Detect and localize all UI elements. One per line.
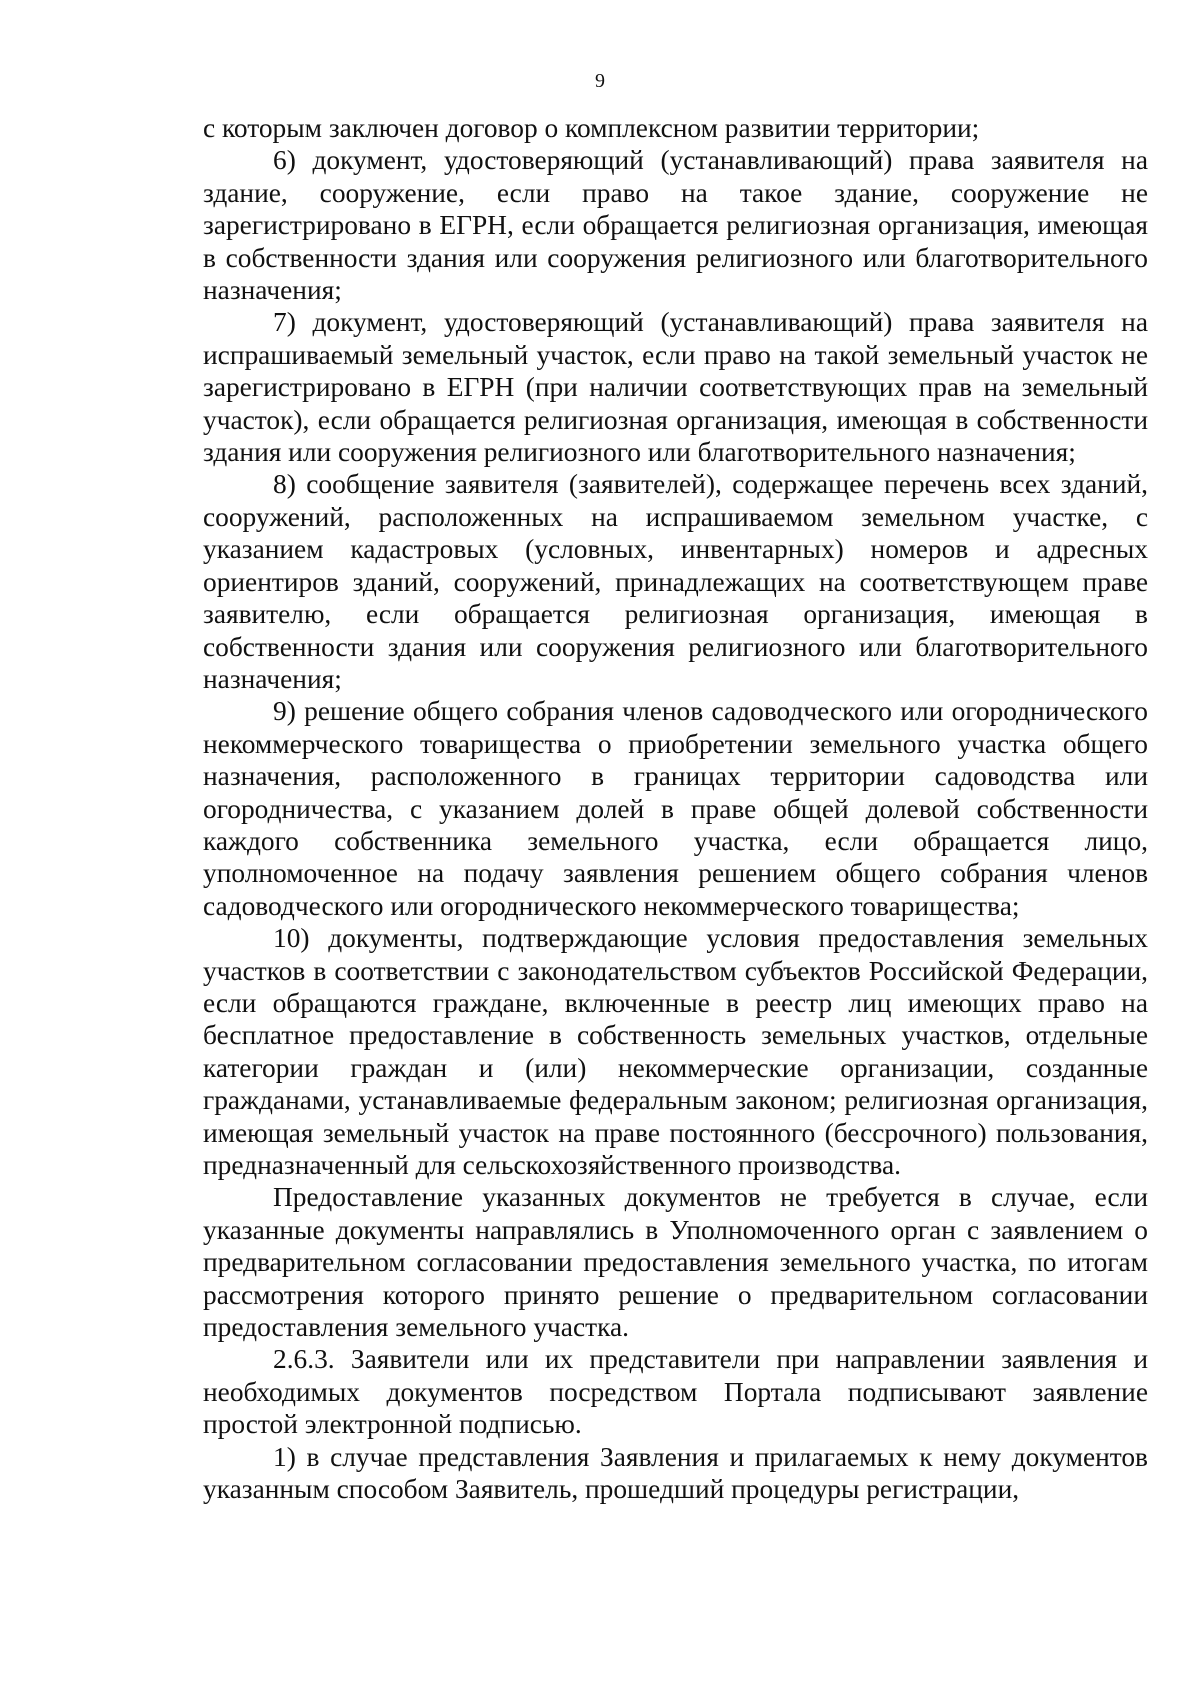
paragraph-item-1: 1) в случае представления Заявления и прилагаемых к нему документов указанным способом Заявитель, прошедший процедуры регистрации,: [203, 1441, 1148, 1505]
paragraph-item-8: 8) сообщение заявителя (заявителей), содержащее перечень всех зданий, сооружений, расположенных на испрашиваемом земельном участке, с указанием кадастровых (условных, инвентарных) номеров и адресных ориентиров зданий, сооружений, принадлежащих на соответствующем праве заявителю, если обращается религиозная организация, имеющая в собственности здания или сооружения религиозного или благотворительного назначения;: [203, 469, 1148, 694]
document-body: [203, 112, 1148, 1505]
paragraph-exemption-note: Предоставление указанных документов не требуется в случае, если указанные документы направлялись в Уполномоченного орган с заявлением о предварительном согласовании предоставления земельного участка, по итогам рассмотрения которого принято решение о предварительном согласовании предоставления земельного участка.: [203, 1182, 1148, 1343]
paragraph-item-9: 9) решение общего собрания членов садоводческого или огороднического некоммерческого товарищества о приобретении земельного участка общего назначения, расположенного в границах территории садоводства или огородничества, с указанием долей в праве общей долевой собственности каждого собственника земельного участка, если обращается лицо, уполномоченное на подачу заявления решением общего собрания членов садоводческого или огороднического некоммерческого товарищества;: [203, 696, 1148, 921]
page-number: 9: [595, 70, 605, 92]
paragraph-item-6: 6) документ, удостоверяющий (устанавливающий) права заявителя на здание, сооружение, если право на такое здание, сооружение не зарегистрировано в ЕГРН, если обращается религиозная организация, имеющая в собственности здания или сооружения религиозного или благотворительного назначения;: [203, 145, 1148, 306]
paragraph-item-10: 10) документы, подтверждающие условия предоставления земельных участков в соответствии с законодательством субъектов Российской Федерации, если обращаются граждане, включенные в реестр лиц имеющих право на бесплатное предоставление в собственность земельных участков, отдельные категории граждан и (или) некоммерческие организации, созданные гражданами, устанавливаемые федеральным законом; религиозная организация, имеющая земельный участок на праве постоянного (бессрочного) пользования, предназначенный для сельскохозяйственного производства.: [203, 923, 1148, 1180]
paragraph-continuation: с которым заключен договор о комплексном развитии территории;: [203, 113, 980, 143]
paragraph-section-2-6-3: 2.6.3. Заявители или их представители при направлении заявления и необходимых документов посредством Портала подписывают заявление простой электронной подписью.: [203, 1344, 1148, 1440]
paragraph-item-7: 7) документ, удостоверяющий (устанавливающий) права заявителя на испрашиваемый земельный участок, если право на такой земельный участок не зарегистрировано в ЕГРН (при наличии соответствующих прав на земельный участок), если обращается религиозная организация, имеющая в собственности здания или сооружения религиозного или благотворительного назначения;: [203, 307, 1148, 468]
